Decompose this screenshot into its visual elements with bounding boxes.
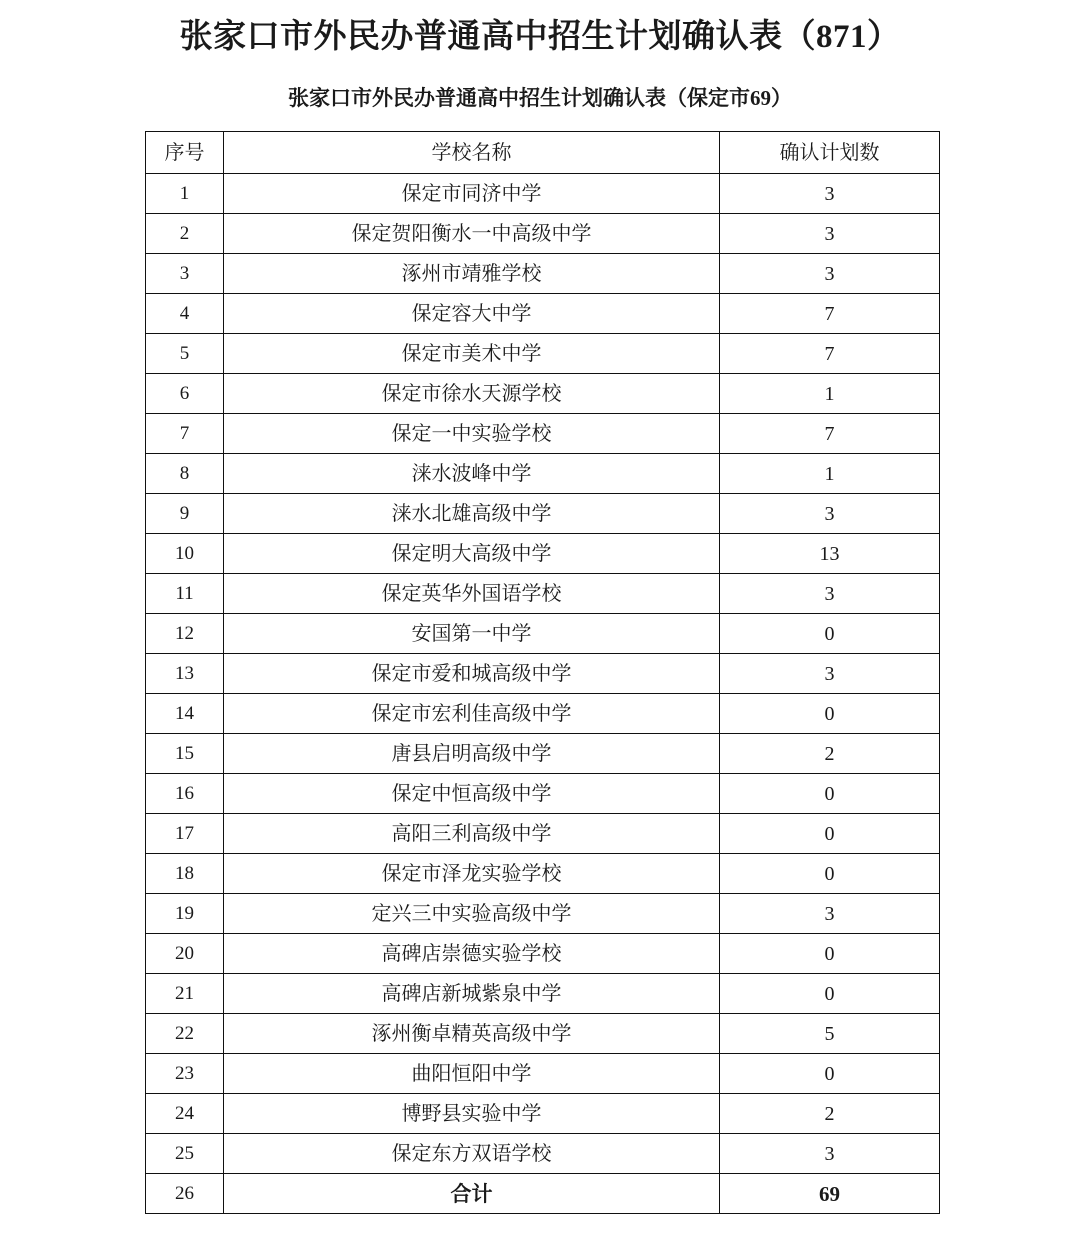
cell-confirmed-count: 0 — [720, 614, 940, 654]
cell-seq: 6 — [146, 374, 224, 414]
cell-seq: 3 — [146, 254, 224, 294]
cell-school-name: 涿州市靖雅学校 — [224, 254, 720, 294]
cell-confirmed-count: 3 — [720, 254, 940, 294]
cell-confirmed-count: 3 — [720, 574, 940, 614]
cell-seq: 5 — [146, 334, 224, 374]
cell-confirmed-count: 1 — [720, 374, 940, 414]
table-row — [146, 1174, 940, 1214]
cell-seq: 7 — [146, 414, 224, 454]
cell-seq: 16 — [146, 774, 224, 814]
cell-school-name: 高碑店崇德实验学校 — [224, 934, 720, 974]
table-row — [146, 854, 940, 894]
table-row — [146, 974, 940, 1014]
cell-school-name: 高碑店新城紫泉中学 — [224, 974, 720, 1014]
table-row — [146, 1014, 940, 1054]
cell-seq: 26 — [146, 1174, 224, 1214]
admission-plan-table — [145, 131, 940, 1214]
cell-school-name: 定兴三中实验高级中学 — [224, 894, 720, 934]
cell-school-name: 涞水波峰中学 — [224, 454, 720, 494]
table-body — [146, 174, 940, 1214]
cell-school-name: 涞水北雄高级中学 — [224, 494, 720, 534]
cell-seq: 21 — [146, 974, 224, 1014]
cell-confirmed-count: 7 — [720, 334, 940, 374]
table-row — [146, 654, 940, 694]
cell-school-name: 保定明大高级中学 — [224, 534, 720, 574]
cell-confirmed-count: 3 — [720, 894, 940, 934]
cell-confirmed-count: 5 — [720, 1014, 940, 1054]
header-row — [146, 132, 940, 174]
cell-confirmed-count: 3 — [720, 654, 940, 694]
cell-seq: 20 — [146, 934, 224, 974]
table-row — [146, 774, 940, 814]
cell-school-name: 保定中恒高级中学 — [224, 774, 720, 814]
cell-school-name: 曲阳恒阳中学 — [224, 1054, 720, 1094]
cell-seq: 11 — [146, 574, 224, 614]
table-row — [146, 614, 940, 654]
table-row — [146, 214, 940, 254]
column-header-seq: 序号 — [146, 132, 224, 174]
cell-seq: 1 — [146, 174, 224, 214]
cell-school-name: 高阳三利高级中学 — [224, 814, 720, 854]
cell-total-count: 69 — [720, 1174, 940, 1214]
cell-confirmed-count: 2 — [720, 1094, 940, 1134]
cell-seq: 23 — [146, 1054, 224, 1094]
cell-seq: 15 — [146, 734, 224, 774]
cell-total-label: 合计 — [224, 1174, 720, 1214]
cell-school-name: 保定贺阳衡水一中高级中学 — [224, 214, 720, 254]
cell-seq: 10 — [146, 534, 224, 574]
cell-school-name: 保定市同济中学 — [224, 174, 720, 214]
cell-seq: 24 — [146, 1094, 224, 1134]
cell-confirmed-count: 7 — [720, 414, 940, 454]
cell-confirmed-count: 3 — [720, 214, 940, 254]
cell-school-name: 保定英华外国语学校 — [224, 574, 720, 614]
cell-seq: 12 — [146, 614, 224, 654]
cell-seq: 2 — [146, 214, 224, 254]
cell-school-name: 保定市美术中学 — [224, 334, 720, 374]
cell-confirmed-count: 3 — [720, 494, 940, 534]
table-row — [146, 414, 940, 454]
cell-confirmed-count: 0 — [720, 694, 940, 734]
cell-confirmed-count: 0 — [720, 1054, 940, 1094]
cell-seq: 14 — [146, 694, 224, 734]
cell-seq: 19 — [146, 894, 224, 934]
table-row — [146, 334, 940, 374]
cell-seq: 8 — [146, 454, 224, 494]
cell-school-name: 保定市宏利佳高级中学 — [224, 694, 720, 734]
table-row — [146, 814, 940, 854]
cell-seq: 13 — [146, 654, 224, 694]
table-row — [146, 254, 940, 294]
table-row — [146, 894, 940, 934]
cell-confirmed-count: 0 — [720, 774, 940, 814]
cell-confirmed-count: 0 — [720, 934, 940, 974]
cell-school-name: 保定市泽龙实验学校 — [224, 854, 720, 894]
table-row — [146, 694, 940, 734]
cell-confirmed-count: 2 — [720, 734, 940, 774]
page-title: 张家口市外民办普通高中招生计划确认表（871） — [179, 19, 901, 55]
page-subtitle: 张家口市外民办普通高中招生计划确认表（保定市69） — [288, 86, 792, 110]
table-row — [146, 1094, 940, 1134]
cell-confirmed-count: 7 — [720, 294, 940, 334]
table-header — [146, 132, 940, 174]
cell-seq: 9 — [146, 494, 224, 534]
cell-seq: 25 — [146, 1134, 224, 1174]
cell-confirmed-count: 3 — [720, 174, 940, 214]
table-row — [146, 374, 940, 414]
plan-table-container — [145, 131, 939, 1214]
cell-confirmed-count: 1 — [720, 454, 940, 494]
cell-school-name: 涿州衡卓精英高级中学 — [224, 1014, 720, 1054]
cell-school-name: 保定东方双语学校 — [224, 1134, 720, 1174]
cell-confirmed-count: 3 — [720, 1134, 940, 1174]
table-row — [146, 454, 940, 494]
cell-seq: 17 — [146, 814, 224, 854]
cell-school-name: 博野县实验中学 — [224, 1094, 720, 1134]
cell-confirmed-count: 0 — [720, 854, 940, 894]
table-row — [146, 494, 940, 534]
column-header-count: 确认计划数 — [720, 132, 940, 174]
table-row — [146, 1134, 940, 1174]
cell-confirmed-count: 13 — [720, 534, 940, 574]
cell-school-name: 保定市徐水天源学校 — [224, 374, 720, 414]
cell-school-name: 保定一中实验学校 — [224, 414, 720, 454]
table-row — [146, 734, 940, 774]
cell-seq: 18 — [146, 854, 224, 894]
cell-seq: 22 — [146, 1014, 224, 1054]
cell-confirmed-count: 0 — [720, 974, 940, 1014]
table-row — [146, 1054, 940, 1094]
cell-school-name: 保定容大中学 — [224, 294, 720, 334]
table-row — [146, 534, 940, 574]
cell-seq: 4 — [146, 294, 224, 334]
cell-school-name: 安国第一中学 — [224, 614, 720, 654]
table-row — [146, 574, 940, 614]
cell-school-name: 唐县启明高级中学 — [224, 734, 720, 774]
table-row — [146, 174, 940, 214]
cell-confirmed-count: 0 — [720, 814, 940, 854]
table-row — [146, 934, 940, 974]
column-header-school: 学校名称 — [224, 132, 720, 174]
cell-school-name: 保定市爱和城高级中学 — [224, 654, 720, 694]
table-row — [146, 294, 940, 334]
